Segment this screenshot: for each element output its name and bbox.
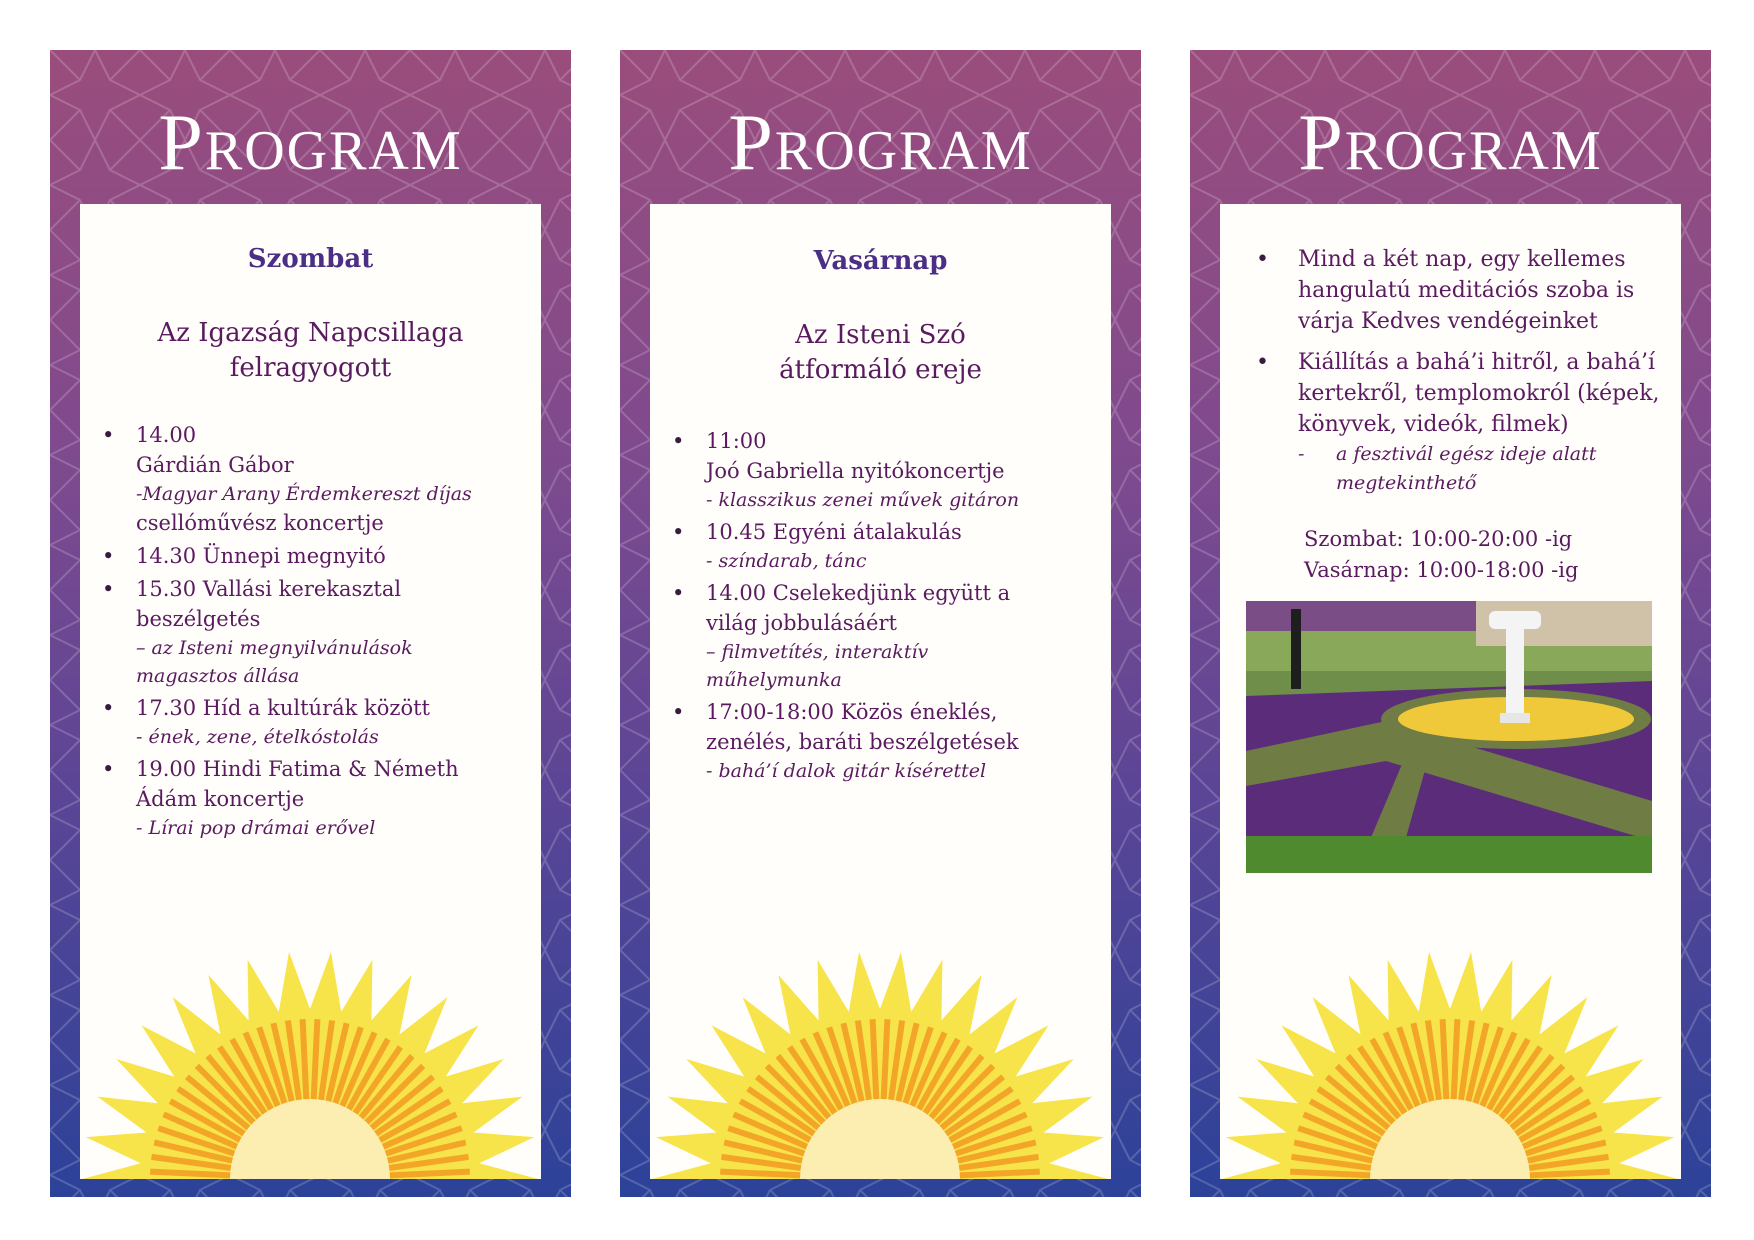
info-item — [1256, 244, 1668, 337]
day-heading: Szombat — [247, 244, 374, 274]
sunburst-icon — [650, 929, 1111, 1179]
info-item — [1256, 347, 1668, 498]
bullet-icon: • — [672, 429, 685, 453]
program-card — [80, 204, 541, 1179]
program-item — [102, 541, 526, 571]
item-line: 17.30 Híd a kultúrák között — [136, 696, 430, 720]
hours-saturday: Szombat: 10:00-20:00 -ig — [1304, 527, 1573, 551]
program-list — [672, 426, 1096, 788]
panel-saturday — [50, 50, 571, 1197]
panel-title: Program — [158, 99, 463, 187]
panel-info — [1190, 50, 1711, 1197]
item-line: világ jobbulásáért — [706, 611, 897, 635]
item-note: - bahá’í dalok gitár kísérettel — [706, 760, 987, 782]
info-line: kertekről, templomokról (képek, — [1298, 381, 1660, 406]
item-line: zenélés, baráti beszélgetések — [706, 730, 1019, 754]
bullet-icon: • — [672, 520, 685, 544]
item-note: magasztos állása — [136, 665, 300, 687]
subtitle-line: Az Isteni Szó — [795, 320, 966, 350]
subnote-line: a fesztivál egész ideje alatt — [1336, 443, 1597, 465]
item-line: csellóművész koncertje — [136, 511, 384, 535]
item-line: Ádám koncertje — [136, 787, 305, 811]
program-item — [102, 574, 526, 690]
program-item — [102, 693, 526, 751]
bullet-icon: • — [672, 700, 685, 724]
sunburst-icon — [80, 929, 541, 1179]
sunburst-icon — [1220, 929, 1681, 1179]
dash-icon: - — [1298, 443, 1305, 465]
item-line: 10.45 Egyéni átalakulás — [706, 520, 962, 544]
info-line: Kiállítás a bahá’i hitről, a bahá’í — [1298, 350, 1656, 375]
bullet-icon: • — [1256, 350, 1269, 375]
program-item — [102, 754, 526, 842]
bullet-icon: • — [102, 423, 115, 447]
item-line: 11:00 — [706, 429, 767, 453]
subtitle — [650, 318, 1111, 388]
program-item — [102, 420, 526, 538]
item-note: – az Isteni megnyilvánulások — [136, 637, 413, 659]
subtitle-line: felragyogott — [229, 353, 392, 383]
info-line: várja Kedves vendégeinket — [1298, 309, 1598, 334]
program-item — [672, 517, 1096, 575]
item-note: – filmvetítés, interaktív — [706, 641, 929, 663]
program-item — [672, 697, 1096, 785]
item-line: 15.30 Vallási kerekasztal — [136, 577, 402, 601]
item-line: Joó Gabriella nyitókoncertje — [706, 459, 1005, 483]
subtitle-line: Az Igazság Napcsillaga — [157, 318, 464, 348]
program-item — [672, 578, 1096, 694]
item-note: - színdarab, tánc — [706, 550, 867, 572]
opening-hours — [1304, 524, 1578, 586]
info-line: könyvek, videók, filmek) — [1298, 412, 1569, 437]
subnote-line: megtekinthető — [1336, 472, 1477, 494]
info-line: hangulatú meditációs szoba is — [1298, 278, 1635, 303]
subtitle — [80, 316, 541, 386]
program-list — [102, 420, 526, 845]
item-note: műhelymunka — [706, 669, 842, 691]
panel-title: Program — [728, 99, 1033, 187]
info-subnote — [1298, 440, 1668, 498]
bullet-icon: • — [102, 544, 115, 568]
panel-title: Program — [1298, 99, 1603, 187]
info-line: Mind a két nap, egy kellemes — [1298, 247, 1626, 272]
item-note: - klasszikus zenei művek gitáron — [706, 489, 1020, 511]
item-note: - Lírai pop drámai erővel — [136, 817, 376, 839]
bullet-icon: • — [102, 696, 115, 720]
item-line: beszélgetés — [136, 607, 261, 631]
item-line: 19.00 Hindi Fatima & Németh — [136, 757, 459, 781]
item-line: Gárdián Gábor — [136, 453, 294, 477]
item-line: 14.00 — [136, 423, 197, 447]
item-note: -Magyar Arany Érdemkereszt díjas — [136, 483, 472, 505]
info-list — [1256, 244, 1668, 508]
hours-sunday: Vasárnap: 10:00-18:00 -ig — [1304, 558, 1579, 582]
subtitle-line: átformáló ereje — [779, 355, 982, 385]
garden-photo — [1246, 601, 1652, 873]
bullet-icon: • — [672, 581, 685, 605]
panel-sunday — [620, 50, 1141, 1197]
bullet-icon: • — [1256, 247, 1269, 272]
item-note: - ének, zene, ételkóstolás — [136, 726, 379, 748]
info-card — [1220, 204, 1681, 1179]
item-line: 14.00 Cselekedjünk együtt a — [706, 581, 1011, 605]
bullet-icon: • — [102, 757, 115, 781]
day-heading: Vasárnap — [813, 246, 948, 276]
item-line: 14.30 Ünnepi megnyitó — [136, 544, 386, 568]
item-line: 17:00-18:00 Közös éneklés, — [706, 700, 998, 724]
program-card — [650, 204, 1111, 1179]
program-item — [672, 426, 1096, 514]
bullet-icon: • — [102, 577, 115, 601]
